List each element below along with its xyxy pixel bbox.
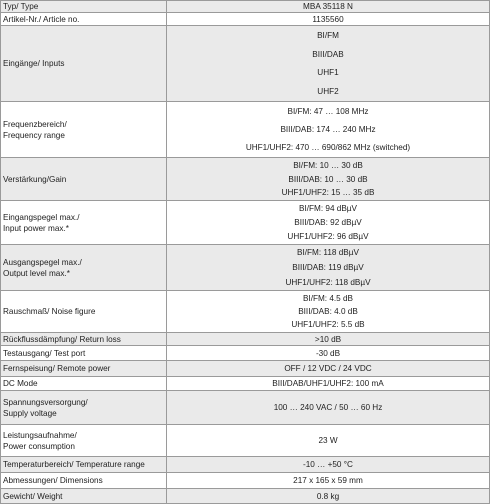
spec-label-cell bbox=[1, 26, 167, 102]
spec-label-text: Ausgangspegel max./ bbox=[3, 257, 82, 267]
spec-row bbox=[1, 201, 490, 245]
spec-label-text: Artikel-Nr./ Article no. bbox=[3, 14, 80, 24]
spec-value-text: BIII/DAB: 4.0 dB bbox=[298, 307, 358, 316]
spec-value-text: BIII/DAB: 10 … 30 dB bbox=[288, 174, 368, 184]
spec-value-text: BIII/DAB: 119 dBµV bbox=[292, 263, 364, 272]
spec-row bbox=[1, 13, 490, 26]
spec-value-cell bbox=[167, 391, 490, 425]
spec-value-text: 23 W bbox=[318, 436, 338, 445]
spec-value-cell bbox=[167, 1, 490, 13]
spec-row bbox=[1, 361, 490, 377]
spec-label-text: Gewicht/ Weight bbox=[3, 491, 63, 501]
spec-row bbox=[1, 1, 490, 13]
spec-value-text: OFF / 12 VDC / 24 VDC bbox=[284, 364, 372, 373]
spec-label-text: Eingänge/ Inputs bbox=[3, 59, 65, 68]
spec-value-cell bbox=[167, 457, 490, 473]
spec-value-cell bbox=[167, 201, 490, 245]
spec-label-cell bbox=[1, 346, 167, 361]
spec-row bbox=[1, 489, 490, 504]
spec-row bbox=[1, 473, 490, 489]
spec-value-cell bbox=[167, 473, 490, 489]
spec-value-text: BI/FM: 94 dBµV bbox=[299, 204, 357, 213]
spec-label-cell bbox=[1, 489, 167, 504]
spec-label-cell bbox=[1, 377, 167, 391]
spec-row bbox=[1, 346, 490, 361]
spec-label-text: Power consumption bbox=[3, 441, 75, 451]
spec-value-cell bbox=[167, 425, 490, 457]
spec-value-text: BIII/DAB bbox=[312, 49, 344, 59]
spec-value-cell bbox=[167, 377, 490, 391]
spec-value-text: BI/FM: 10 … 30 dB bbox=[293, 160, 363, 170]
spec-value-text: BIII/DAB: 92 dBµV bbox=[294, 218, 362, 227]
spec-value-cell bbox=[167, 291, 490, 333]
spec-value-cell bbox=[167, 361, 490, 377]
spec-row bbox=[1, 26, 490, 102]
spec-label-text: Typ/ Type bbox=[3, 2, 39, 11]
spec-label-text: Eingangspegel max./ bbox=[3, 212, 80, 222]
spec-value-cell bbox=[167, 346, 490, 361]
spec-value-text: BI/FM: 4.5 dB bbox=[302, 293, 354, 303]
spec-row bbox=[1, 391, 490, 425]
spec-value-text: >10 dB bbox=[314, 334, 342, 344]
spec-label-text: Spannungsversorgung/ bbox=[3, 397, 88, 407]
spec-label-text: Supply voltage bbox=[3, 408, 57, 418]
spec-row bbox=[1, 333, 490, 346]
spec-table-body bbox=[1, 1, 490, 504]
spec-label-cell bbox=[1, 473, 167, 489]
spec-value-text: UHF1/UHF2: 15 … 35 dB bbox=[281, 188, 375, 198]
spec-label-text: Leistungsaufnahme/ bbox=[3, 430, 77, 440]
spec-label-cell bbox=[1, 102, 167, 158]
spec-label-text: Testausgang/ Test port bbox=[3, 348, 86, 358]
spec-label-cell bbox=[1, 201, 167, 245]
spec-value-text: UHF1 bbox=[317, 68, 339, 78]
spec-row bbox=[1, 425, 490, 457]
spec-value-text: -10 … +50 °C bbox=[303, 460, 353, 469]
spec-value-text: 0.8 kg bbox=[316, 491, 340, 501]
spec-value-cell bbox=[167, 245, 490, 291]
spec-label-cell bbox=[1, 291, 167, 333]
spec-value-text: BI/FM: 118 dBµV bbox=[297, 248, 359, 258]
spec-value-cell bbox=[167, 102, 490, 158]
spec-value-cell bbox=[167, 26, 490, 102]
spec-value-cell bbox=[167, 489, 490, 504]
spec-value-text: UHF1/UHF2: 118 dBµV bbox=[285, 277, 371, 287]
spec-label-text: Temperaturbereich/ Temperature range bbox=[3, 460, 145, 469]
spec-row bbox=[1, 377, 490, 391]
spec-value-cell bbox=[167, 333, 490, 346]
spec-value-cell bbox=[167, 13, 490, 26]
spec-value-text: 217 x 165 x 59 mm bbox=[293, 476, 363, 485]
spec-label-text: Frequenzbereich/ bbox=[3, 119, 67, 129]
spec-label-cell bbox=[1, 361, 167, 377]
spec-label-cell bbox=[1, 13, 167, 26]
spec-value-text: BIII/DAB/UHF1/UHF2: 100 mA bbox=[272, 379, 384, 388]
spec-label-text: Rückflussdämpfung/ Return loss bbox=[3, 334, 121, 344]
spec-value-text: 100 … 240 VAC / 50 … 60 Hz bbox=[273, 403, 383, 412]
spec-label-cell bbox=[1, 1, 167, 13]
spec-value-text: MBA 35118 N bbox=[303, 2, 353, 11]
spec-label-cell bbox=[1, 425, 167, 457]
spec-value-text: BI/FM bbox=[317, 31, 339, 41]
spec-row bbox=[1, 457, 490, 473]
spec-value-text: UHF1/UHF2: 96 dBµV bbox=[287, 232, 369, 241]
spec-value-text: UHF1/UHF2: 470 … 690/862 MHz (switched) bbox=[245, 143, 411, 152]
spec-label-cell bbox=[1, 333, 167, 346]
spec-label-text: Output level max.* bbox=[3, 268, 70, 278]
spec-label-cell bbox=[1, 245, 167, 291]
spec-value-text: BI/FM: 47 … 108 MHz bbox=[287, 107, 369, 116]
spec-label-text: Fernspeisung/ Remote power bbox=[3, 364, 111, 373]
spec-value-text: UHF2 bbox=[317, 86, 339, 96]
spec-value-cell bbox=[167, 158, 490, 201]
spec-row bbox=[1, 245, 490, 291]
spec-label-text: Abmessungen/ Dimensions bbox=[3, 476, 103, 485]
spec-row bbox=[1, 102, 490, 158]
spec-value-text: 1135560 bbox=[312, 14, 344, 24]
spec-value-text: UHF1/UHF2: 5.5 dB bbox=[291, 320, 365, 330]
spec-value-text: BIII/DAB: 174 … 240 MHz bbox=[280, 125, 376, 134]
spec-value-text: -30 dB bbox=[315, 348, 341, 358]
spec-label-cell bbox=[1, 158, 167, 201]
spec-label-text: DC Mode bbox=[3, 379, 38, 388]
spec-row bbox=[1, 291, 490, 333]
spec-label-text: Frequency range bbox=[3, 130, 65, 140]
spec-label-text: Input power max.* bbox=[3, 223, 69, 233]
spec-row bbox=[1, 158, 490, 201]
spec-label-cell bbox=[1, 391, 167, 425]
spec-label-cell bbox=[1, 457, 167, 473]
spec-label-text: Verstärkung/Gain bbox=[3, 174, 67, 184]
spec-label-text: Rauschmaß/ Noise figure bbox=[3, 307, 96, 316]
